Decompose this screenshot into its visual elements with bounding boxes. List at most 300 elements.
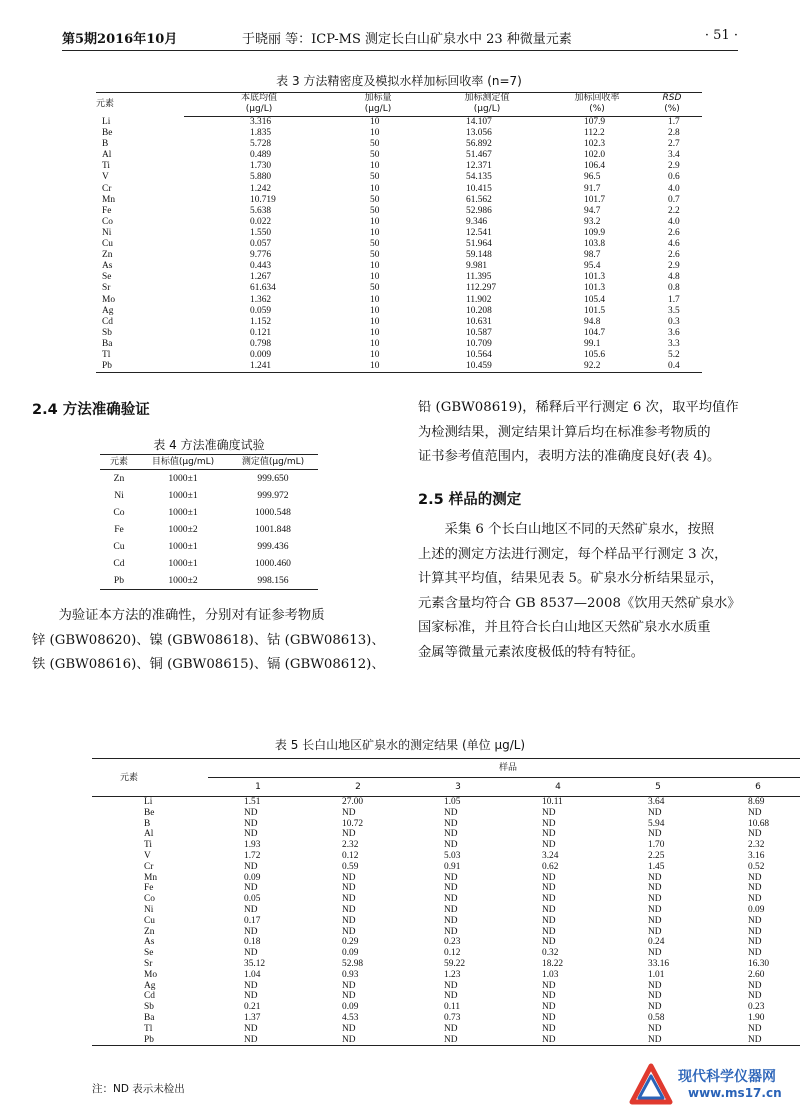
value-cell: ND xyxy=(244,829,258,840)
value-cell: ND xyxy=(748,1034,762,1045)
value-cell: ND xyxy=(342,926,356,937)
value-cell: ND xyxy=(648,915,662,926)
value-cell: 10 xyxy=(370,305,380,316)
table-row xyxy=(96,283,702,294)
value-cell: 2.2 xyxy=(668,205,680,216)
element-cell: Mn xyxy=(144,872,158,883)
table-row xyxy=(96,317,702,328)
table3-unit-cell: (μg/L) xyxy=(334,104,422,117)
table-row xyxy=(92,991,800,1002)
text-line: 国家标准，并且符合长白山地区天然矿泉水水质重 xyxy=(418,620,711,635)
table-row xyxy=(96,195,702,206)
table5-sample-number: 1 xyxy=(208,778,308,797)
value-cell: 10.631 xyxy=(466,316,492,327)
table-row xyxy=(96,117,702,129)
element-cell: Be xyxy=(102,128,113,139)
element-cell: B xyxy=(144,818,151,829)
value-cell: 109.9 xyxy=(584,227,606,238)
element-cell: Ag xyxy=(144,980,156,991)
table3-header-row xyxy=(96,93,702,105)
value-cell: 10.415 xyxy=(466,183,492,194)
value-cell: ND xyxy=(244,904,258,915)
value-cell: 5.03 xyxy=(444,850,461,861)
value-cell: ND xyxy=(648,926,662,937)
value-cell: 10.709 xyxy=(466,338,492,349)
value-cell: ND xyxy=(342,1023,356,1034)
value-cell: 2.7 xyxy=(668,139,680,150)
value-cell: 1000±1 xyxy=(168,490,198,501)
value-cell: 104.7 xyxy=(584,327,606,338)
table-row xyxy=(96,295,702,306)
value-cell: 33.16 xyxy=(648,958,670,969)
value-cell: ND xyxy=(748,829,762,840)
table5-sample-number: 6 xyxy=(708,778,800,797)
value-cell: 0.798 xyxy=(250,338,272,349)
value-cell: 98.7 xyxy=(584,250,601,261)
value-cell: ND xyxy=(748,926,762,937)
value-cell: ND xyxy=(542,1002,556,1013)
value-cell: 0.62 xyxy=(542,861,559,872)
value-cell: 1.70 xyxy=(648,840,665,851)
table-row xyxy=(96,206,702,217)
table3-header-cell: 加标回收率 xyxy=(574,93,620,103)
value-cell: 0.12 xyxy=(342,850,359,861)
value-cell: 10.587 xyxy=(466,327,492,338)
value-cell: 1.37 xyxy=(244,1012,261,1023)
value-cell: 0.93 xyxy=(342,969,359,980)
value-cell: ND xyxy=(244,883,258,894)
value-cell: 13.056 xyxy=(466,128,492,139)
value-cell: 999.650 xyxy=(257,473,289,484)
table-row xyxy=(96,150,702,161)
value-cell: 1001.848 xyxy=(255,524,291,535)
value-cell: 2.32 xyxy=(748,840,765,851)
value-cell: 9.346 xyxy=(466,216,488,227)
value-cell: ND xyxy=(748,894,762,905)
value-cell: ND xyxy=(748,991,762,1002)
value-cell: 5.2 xyxy=(668,349,680,360)
value-cell: 3.316 xyxy=(250,117,272,127)
element-cell: Zn xyxy=(102,250,113,261)
value-cell: 0.09 xyxy=(748,904,765,915)
value-cell: 1000±1 xyxy=(168,541,198,552)
value-cell: 3.64 xyxy=(648,797,665,807)
value-cell: 10 xyxy=(370,349,380,360)
value-cell: 4.0 xyxy=(668,183,680,194)
element-cell: Co xyxy=(102,216,113,227)
table-row xyxy=(96,217,702,228)
element-cell: Ni xyxy=(102,227,112,238)
table3-unit-row xyxy=(96,104,702,117)
text-line: 金属等微量元素浓度极低的特有特征。 xyxy=(418,644,645,660)
table-row xyxy=(100,572,318,590)
value-cell: 0.009 xyxy=(250,349,272,360)
value-cell: 2.32 xyxy=(342,840,359,851)
table4-header-cell: 元素 xyxy=(100,455,138,470)
table-row xyxy=(92,883,800,894)
element-cell: Zn xyxy=(113,473,125,484)
value-cell: ND xyxy=(542,883,556,894)
table3-header-cell: 本底均值 xyxy=(240,93,277,103)
value-cell: ND xyxy=(542,904,556,915)
value-cell: ND xyxy=(244,1023,258,1034)
element-cell: Se xyxy=(102,272,112,283)
value-cell: 9.981 xyxy=(466,261,488,272)
value-cell: 1.241 xyxy=(250,361,272,372)
value-cell: 0.489 xyxy=(250,150,272,161)
value-cell: 998.156 xyxy=(257,575,289,586)
table5-element-header: 元素 xyxy=(92,759,208,797)
value-cell: ND xyxy=(542,926,556,937)
issue-label: 第5期2016年10月 xyxy=(62,32,178,47)
value-cell: ND xyxy=(648,894,662,905)
value-cell: 1.51 xyxy=(244,797,261,807)
value-cell: 11.395 xyxy=(466,272,492,283)
section-2-4-heading: 2.4 方法准确验证 xyxy=(32,402,150,418)
value-cell: 12.371 xyxy=(466,161,492,172)
element-cell: Se xyxy=(144,948,154,959)
value-cell: 1.23 xyxy=(444,969,461,980)
value-cell: ND xyxy=(748,807,762,818)
table3-unit-cell: (μg/L) xyxy=(184,104,334,117)
element-cell: Cr xyxy=(102,183,112,194)
table5-group-row xyxy=(92,759,800,778)
value-cell: ND xyxy=(648,980,662,991)
table4 xyxy=(100,454,318,590)
table-row xyxy=(92,808,800,819)
table-row xyxy=(92,862,800,873)
table-row xyxy=(92,916,800,927)
element-cell: Li xyxy=(102,116,111,127)
element-cell: Be xyxy=(144,807,155,818)
value-cell: ND xyxy=(342,991,356,1002)
element-cell: Ni xyxy=(114,490,124,501)
watermark-name: 现代科学仪器网 xyxy=(678,1069,776,1085)
value-cell: ND xyxy=(748,872,762,883)
value-cell: 11.902 xyxy=(466,294,492,305)
value-cell: ND xyxy=(542,1023,556,1034)
table3-header-cell: RSD xyxy=(662,93,682,103)
table-row xyxy=(96,361,702,373)
element-cell: Al xyxy=(102,150,112,161)
value-cell: 1.835 xyxy=(250,128,272,139)
table4-header-cell: 测定值(μg/mL) xyxy=(228,455,318,470)
value-cell: ND xyxy=(444,872,458,883)
paragraph-accuracy xyxy=(32,604,392,678)
value-cell: 3.16 xyxy=(748,850,765,861)
value-cell: ND xyxy=(542,840,556,851)
table5-sample-number: 5 xyxy=(608,778,708,797)
table-row xyxy=(92,948,800,959)
value-cell: ND xyxy=(648,872,662,883)
value-cell: ND xyxy=(244,948,258,959)
value-cell: 3.4 xyxy=(668,150,680,161)
value-cell: 0.73 xyxy=(444,1012,461,1023)
value-cell: 999.972 xyxy=(257,490,289,501)
element-cell: Ba xyxy=(144,1012,155,1023)
value-cell: ND xyxy=(542,991,556,1002)
table3-header-cell: 加标测定值 xyxy=(464,93,510,103)
value-cell: 0.05 xyxy=(244,894,261,905)
value-cell: 94.8 xyxy=(584,316,601,327)
value-cell: 1.93 xyxy=(244,840,261,851)
element-cell: Co xyxy=(144,894,155,905)
value-cell: 10 xyxy=(370,294,380,305)
value-cell: 5.638 xyxy=(250,205,272,216)
value-cell: ND xyxy=(444,807,458,818)
value-cell: 1000±2 xyxy=(168,524,198,535)
table4-header-row xyxy=(100,455,318,470)
value-cell: 10.564 xyxy=(466,349,492,360)
value-cell: 10 xyxy=(370,361,380,372)
value-cell: 1.550 xyxy=(250,227,272,238)
value-cell: 59.148 xyxy=(466,250,492,261)
value-cell: 61.562 xyxy=(466,194,492,205)
value-cell: 1000.460 xyxy=(255,558,291,569)
value-cell: ND xyxy=(444,818,458,829)
value-cell: 27.00 xyxy=(342,797,364,807)
value-cell: 101.3 xyxy=(584,283,606,294)
running-header xyxy=(62,28,738,51)
element-cell: Cd xyxy=(102,316,113,327)
value-cell: 0.09 xyxy=(342,948,359,959)
table-row xyxy=(96,261,702,272)
value-cell: ND xyxy=(648,1034,662,1045)
value-cell: 0.443 xyxy=(250,261,272,272)
element-cell: Tl xyxy=(144,1023,153,1034)
table-row xyxy=(92,894,800,905)
value-cell: ND xyxy=(648,904,662,915)
table5-note: 注：ND 表示未检出 xyxy=(92,1083,185,1095)
warning-triangle-logo-icon xyxy=(628,1062,674,1108)
value-cell: 95.4 xyxy=(584,261,601,272)
table-row xyxy=(92,873,800,884)
table5-sample-number: 4 xyxy=(508,778,608,797)
element-cell: Mn xyxy=(102,194,116,205)
table5-sample-number: 2 xyxy=(308,778,408,797)
table4-caption: 表 4 方法准确度试验 xyxy=(153,438,265,452)
value-cell: 99.1 xyxy=(584,338,601,349)
table4-header-cell: 目标值(μg/mL) xyxy=(138,455,228,470)
value-cell: ND xyxy=(342,1034,356,1045)
value-cell: ND xyxy=(648,807,662,818)
table-row xyxy=(100,538,318,555)
value-cell: 10 xyxy=(370,161,380,172)
value-cell: ND xyxy=(648,948,662,959)
value-cell: 52.986 xyxy=(466,205,492,216)
value-cell: 8.69 xyxy=(748,797,765,807)
element-cell: Cu xyxy=(113,541,125,552)
value-cell: 50 xyxy=(370,194,380,205)
element-cell: Sb xyxy=(144,1002,154,1013)
value-cell: 52.98 xyxy=(342,958,364,969)
value-cell: 1.7 xyxy=(668,117,680,127)
text-line: 铁 (GBW08616)、铜 (GBW08615)、镉 (GBW08612)、 xyxy=(32,657,385,672)
table4-body xyxy=(100,470,318,590)
value-cell: ND xyxy=(748,883,762,894)
value-cell: 4.53 xyxy=(342,1012,359,1023)
element-cell: Tl xyxy=(102,349,111,360)
value-cell: 10.72 xyxy=(342,818,364,829)
value-cell: 10.459 xyxy=(466,361,492,372)
value-cell: 107.9 xyxy=(584,117,606,127)
value-cell: ND xyxy=(648,1002,662,1013)
value-cell: 1.362 xyxy=(250,294,272,305)
value-cell: 1.730 xyxy=(250,161,272,172)
value-cell: 1000.548 xyxy=(255,507,291,518)
element-cell: Al xyxy=(144,829,154,840)
text-line: 采集 6 个长白山地区不同的天然矿泉水，按照 xyxy=(444,522,715,537)
value-cell: 1.7 xyxy=(668,294,680,305)
value-cell: ND xyxy=(542,894,556,905)
table5-body xyxy=(92,797,800,1046)
value-cell: 999.436 xyxy=(257,541,289,552)
value-cell: 5.728 xyxy=(250,139,272,150)
value-cell: 0.7 xyxy=(668,194,680,205)
text-line: 上述的测定方法进行测定，每个样品平行测定 3 次， xyxy=(418,546,728,562)
element-cell: Fe xyxy=(114,524,124,535)
value-cell: ND xyxy=(244,818,258,829)
table-row xyxy=(96,239,702,250)
value-cell: 105.6 xyxy=(584,349,606,360)
element-cell: Mo xyxy=(102,294,116,305)
value-cell: ND xyxy=(244,807,258,818)
table5-caption: 表 5 长白山地区矿泉水的测定结果 (单位 μg/L) xyxy=(274,738,526,752)
value-cell: 0.121 xyxy=(250,327,272,338)
value-cell: ND xyxy=(542,872,556,883)
value-cell: 10 xyxy=(370,227,380,238)
value-cell: 10.208 xyxy=(466,305,492,316)
table-row xyxy=(92,840,800,851)
text-line: 为验证本方法的准确性，分别对有证参考物质 xyxy=(58,608,325,623)
value-cell: 10 xyxy=(370,338,380,349)
value-cell: ND xyxy=(444,883,458,894)
value-cell: ND xyxy=(444,991,458,1002)
value-cell: 0.59 xyxy=(342,861,359,872)
table3-caption: 表 3 方法精密度及模拟水样加标回收率 (n=7) xyxy=(276,74,522,88)
value-cell: 10 xyxy=(370,272,380,283)
value-cell: 50 xyxy=(370,139,380,150)
element-cell: Ba xyxy=(102,338,113,349)
text-line: 铅 (GBW08619)，稀释后平行测定 6 次，取平均值作 xyxy=(418,400,739,415)
element-cell: As xyxy=(102,261,113,272)
value-cell: ND xyxy=(244,926,258,937)
value-cell: 3.3 xyxy=(668,338,680,349)
table-row xyxy=(96,328,702,339)
element-cell: Ti xyxy=(144,840,153,851)
value-cell: 4.0 xyxy=(668,216,680,227)
value-cell: 1000±1 xyxy=(168,473,198,484)
value-cell: ND xyxy=(748,980,762,991)
value-cell: 4.8 xyxy=(668,272,680,283)
table-row xyxy=(92,851,800,862)
value-cell: 1.90 xyxy=(748,1012,765,1023)
table-row xyxy=(96,161,702,172)
value-cell: 1.242 xyxy=(250,183,272,194)
value-cell: ND xyxy=(342,904,356,915)
element-cell: Cd xyxy=(113,558,125,569)
table-row xyxy=(100,555,318,572)
element-cell: As xyxy=(144,937,155,948)
value-cell: 0.6 xyxy=(668,172,680,183)
value-cell: ND xyxy=(244,861,258,872)
value-cell: 10 xyxy=(370,117,380,127)
table3-unit-cell: (μg/L) xyxy=(422,104,552,117)
element-cell: Cu xyxy=(102,239,113,250)
value-cell: 2.8 xyxy=(668,128,680,139)
value-cell: 10 xyxy=(370,183,380,194)
element-cell: Sr xyxy=(102,283,111,294)
value-cell: ND xyxy=(444,829,458,840)
element-cell: V xyxy=(102,172,109,183)
value-cell: 0.21 xyxy=(244,1002,261,1013)
section-2-5-heading: 2.5 样品的测定 xyxy=(418,492,522,508)
element-cell: Fe xyxy=(144,883,154,894)
element-cell: Cd xyxy=(144,991,155,1002)
value-cell: 35.12 xyxy=(244,958,266,969)
value-cell: 0.4 xyxy=(668,361,680,372)
value-cell: ND xyxy=(648,883,662,894)
value-cell: 101.3 xyxy=(584,272,606,283)
value-cell: 0.29 xyxy=(342,937,359,948)
value-cell: 92.2 xyxy=(584,361,601,372)
table-row xyxy=(92,1002,800,1013)
table-row xyxy=(96,128,702,139)
element-cell: Li xyxy=(144,797,153,807)
value-cell: 59.22 xyxy=(444,958,466,969)
value-cell: 2.60 xyxy=(748,969,765,980)
value-cell: 9.776 xyxy=(250,250,272,261)
value-cell: ND xyxy=(342,807,356,818)
element-cell: Pb xyxy=(113,575,125,586)
value-cell: ND xyxy=(648,829,662,840)
value-cell: ND xyxy=(748,937,762,948)
value-cell: 1.01 xyxy=(648,969,665,980)
value-cell: 0.022 xyxy=(250,216,272,227)
table-row xyxy=(92,937,800,948)
value-cell: 0.09 xyxy=(342,1002,359,1013)
element-cell: Cu xyxy=(144,915,155,926)
paragraph-accuracy-cont xyxy=(418,396,770,470)
value-cell: 4.6 xyxy=(668,239,680,250)
value-cell: 102.3 xyxy=(584,139,606,150)
value-cell: 54.135 xyxy=(466,172,492,183)
table-row xyxy=(96,339,702,350)
value-cell: ND xyxy=(444,840,458,851)
value-cell: ND xyxy=(542,829,556,840)
value-cell: 0.18 xyxy=(244,937,261,948)
value-cell: 0.58 xyxy=(648,1012,665,1023)
table3 xyxy=(96,92,702,373)
value-cell: ND xyxy=(444,1034,458,1045)
value-cell: ND xyxy=(648,991,662,1002)
value-cell: 1000±1 xyxy=(168,558,198,569)
value-cell: ND xyxy=(342,980,356,991)
value-cell: 1000±2 xyxy=(168,575,198,586)
value-cell: ND xyxy=(342,872,356,883)
table3-unit-cell: (%) xyxy=(642,104,702,117)
table-row xyxy=(96,172,702,183)
value-cell: ND xyxy=(542,1034,556,1045)
value-cell: 0.8 xyxy=(668,283,680,294)
watermark-url: www.ms17.cn xyxy=(688,1086,782,1100)
table-row xyxy=(92,905,800,916)
value-cell: ND xyxy=(342,894,356,905)
text-line: 为检测结果，测定结果计算后均在标准参考物质的 xyxy=(418,424,711,440)
value-cell: 94.7 xyxy=(584,205,601,216)
value-cell: 105.4 xyxy=(584,294,606,305)
value-cell: 3.24 xyxy=(542,850,559,861)
